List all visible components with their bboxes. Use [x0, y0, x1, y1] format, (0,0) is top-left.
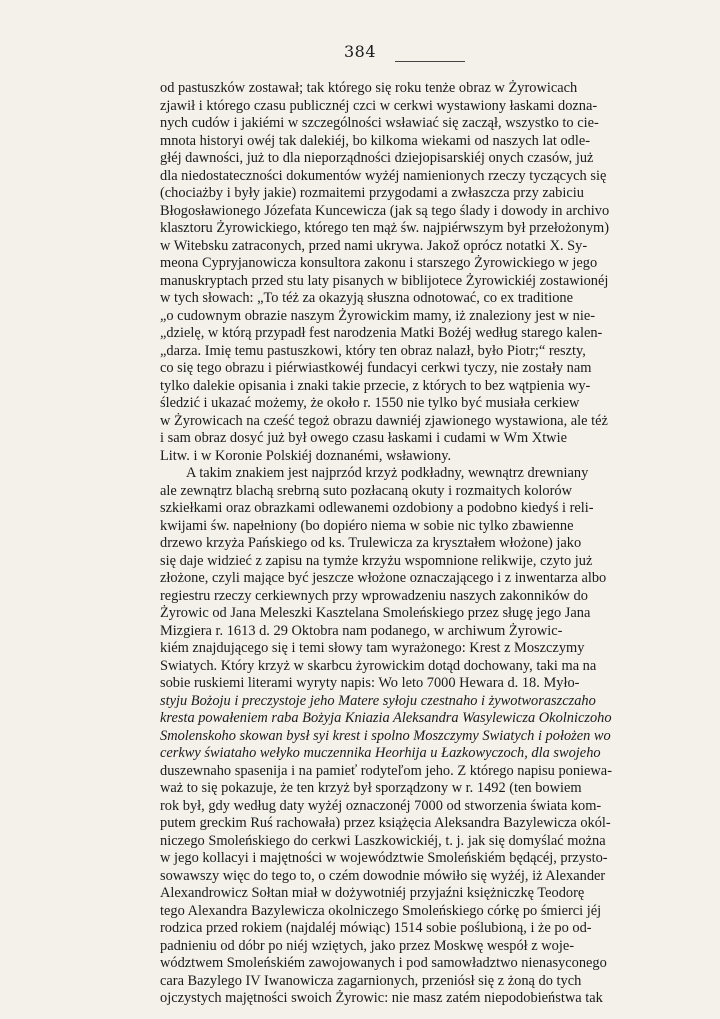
text-line: rok był, gdy według daty wyżéj oznaczonéj 7000 od stworzenia świata kom- [160, 797, 602, 814]
text-line: nych cudów i jakiémi w szczególności wsławiać się zaczął, wszystko to cie- [160, 115, 599, 131]
text-line: w jego kollacyi i majętności w województwie Smoleńskiém będącéj, przysto- [160, 850, 608, 866]
inscription-line: cerkwy świataho wełyko muczennika Heorhija u Łazkowyczoch, dla swojeho [160, 745, 601, 761]
text-line: szkiełkami oraz obrazkami odlewanemi ozdobiony a podobno kiedyś i reli- [160, 500, 594, 516]
text-line: zjawił i którego czasu publicznéj czci w cerkwi wystawiony łaskami dozna- [160, 97, 598, 114]
text-line: sobie ruskiemi literami wyryty napis: Wo leto 7000 Hewara d. 18. Myło- [160, 675, 580, 691]
text-line: putem greckim Ruś rachowała) przez książęcia Aleksandra Bazylewicza okól- [160, 815, 611, 831]
text-line: drzewo krzyża Pańskiego od ks. Trulewicza za kryształem włożone) jako [160, 535, 582, 551]
text-line: padnieniu od dóbr po niéj wziętych, jako przez Moskwę wespół z woje- [160, 937, 575, 954]
text-line: rodzica przed rokiem (najdaléj mówiąc) 1514 sobie poślubioną, i że po od- [160, 920, 592, 936]
text-line: manuskryptach przed stu laty pisanych w biblijotece Żyrowickiéj zostawionéj [160, 272, 609, 289]
text-line: waż to się pokazuje, że ten krzyż był sporządzony w r. 1492 (ten bowiem [160, 780, 582, 796]
text-line: duszewnaho spasenija i na pamieť rodyteľom jeho. Z którego napisu poniewa- [160, 762, 612, 779]
text-line: klasztoru Żyrowickiego, którego ten mąż św. najpiérwszym był przełożonym) [160, 220, 610, 236]
text-line: w Witebsku zatraconych, przed nami ukrywa. Jakož oprócz notatki X. Sy- [160, 237, 588, 254]
text-line: w Żyrowicach na cześć tegoż obrazu dawniéj zjawionego wystawiona, ale téż [160, 412, 608, 429]
text-line: Żyrowic od Jana Meleszki Kasztelana Smoleńskiego przez sługę jego Jana [160, 605, 591, 621]
text-line: w tych słowach: „To téż za okazyją słuszna odnotować, co ex traditione [160, 290, 573, 306]
text-line: sowawszy więc do tego to, o czém dowodnie mówiło się wyżéj, iż Alexander [160, 867, 606, 884]
text-line: i sam obraz dosyć już był owego czasu łaskami i cudami w Wm Xtwie [160, 430, 567, 446]
text-line: wództwem Smoleńskiém zawojowanych i pod samowładztwo nienasyconego [160, 955, 607, 971]
text-line: od pastuszków zostawał; tak którego się roku tenże obraz w Żyrowicach [160, 80, 578, 96]
paragraph-start-line: A takim znakiem jest najprzód krzyż podkładny, wewnątrz drewniany [186, 465, 589, 481]
text-line: co się tego obrazu i piérwiastkowéj fundacyi cerkwi tyczy, nie zostały nam [160, 360, 592, 376]
text-line: mnota historyi owéj tak dalekiéj, bo kilkoma wiekami od naszych lat odle- [160, 132, 591, 149]
text-line: się daje widzieć z zapisu na tymże krzyżu wspomnione relikwije, czyto już [160, 552, 593, 569]
text-line: Błogosławionego Józefata Kuncewicza (jak są tego ślady i dowody in archivo [160, 202, 610, 219]
page-number-rule [395, 61, 465, 62]
text-line: śledzić i ukazać możemy, że około r. 1550 nie tylko być musiała cerkiew [160, 395, 580, 411]
text-line: dla niedostateczności dokumentów wyżéj namienionych rzeczy tyczących się [160, 167, 607, 184]
text-line: kiém znajdującego się i temi słowy tam wyrażonego: Krest z Moszczymy [160, 640, 585, 656]
text-line: (chociażby i były jakie) rozmaitemi przygodami a zwłaszcza przy zabiciu [160, 185, 584, 201]
text-line: „darza. Imię temu pastuszkowi, który ten obraz nalazł, było Piotr;“ reszty, [160, 342, 586, 359]
body-text [160, 80, 708, 1008]
text-line: „o cudownym obrazie naszym Żyrowickim mamy, iż znaleziony jest w nie- [160, 307, 596, 324]
text-line: Alexandrowicz Sołtan miał w dożywotniéj przyjaźni księżniczkę Teodorę [160, 885, 585, 901]
text-line: ojczystych majętności swoich Żyrowic: nie masz zatém niepodobieństwa tak [160, 990, 603, 1006]
text-line: niczego Smoleńskiego do cerkwi Laszkowickiéj, t. j. jak się domyślać można [160, 832, 606, 849]
inscription-line: Smolenskoho skowan bysł syi krest i spolno Moszczymy Swiatych i położen wo [160, 727, 611, 744]
text-line: tylko dalekie opisania i znaki takie przecie, z których to bez wątpienia wy- [160, 377, 591, 394]
text-line: meona Cypryjanowicza konsultora zakonu i starszego Żyrowickiego w jego [160, 255, 598, 271]
text-line: Mizgiera r. 1613 d. 29 Oktobra nam podanego, w archiwum Żyrowic- [160, 622, 563, 639]
text-line: złożone, czyli mające być jeszcze włożone oznaczającego i z inwentarza albo [160, 570, 607, 586]
text-line: Litw. i w Koronie Polskiéj doznanémi, wsławiony. [160, 447, 452, 464]
text-line: ale zewnątrz blachą srebrną suto pozłacaną okuty i rozmaitych kolorów [160, 482, 572, 499]
page-number: 384 [343, 42, 377, 61]
text-line: cara Bazylego IV Iwanowicza zagarnionych, przeniósł się z żoną do tych [160, 972, 582, 989]
inscription-line: kresta powałeniem raba Bożyja Kniazia Aleksandra Wasylewicza Okolniczoho [160, 710, 612, 726]
text-line: głéj dawności, już to dla nieporządności dziejopisarskiéj onych czasów, już [160, 150, 594, 166]
text-line: „dzielę, w którą przypadł fest narodzenia Matki Bożéj według starego kalen- [160, 325, 603, 341]
text-line: kwijami św. napełniony (bo dopiéro niema w sobie nic tylko zbawienne [160, 517, 574, 534]
inscription-line: styju Bożoju i preczystoje jeho Matere syłoju czestnaho i żywotworaszczaho [160, 692, 596, 709]
text-line: regiestru rzeczy cerkiewnych przy wprowadzeniu naszych zakonników do [160, 587, 588, 604]
text-line: tego Alexandra Bazylewicza okolniczego Smoleńskiego córkę po śmierci jéj [160, 902, 602, 919]
text-line: Swiatych. Który krzyż w skarbcu żyrowickim dotąd dochowany, taki ma na [160, 657, 597, 674]
